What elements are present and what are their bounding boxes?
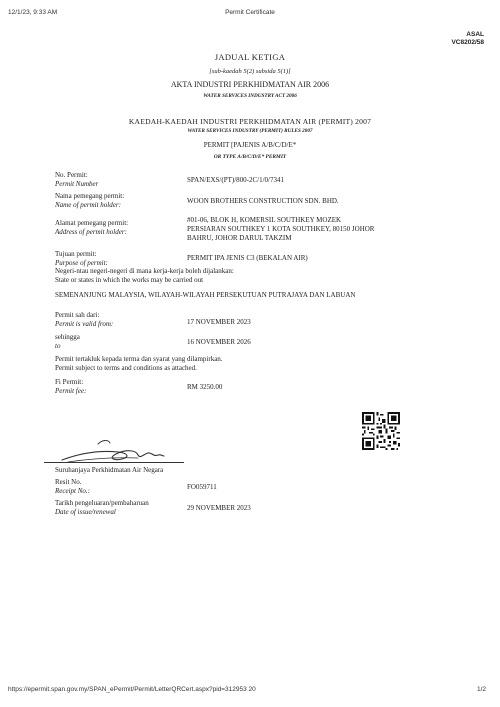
purpose-value: PERMIT IPA JENIS C3 (BEKALAN AIR) [187,254,308,262]
valid-from-label: Permit sah dari: Permit is valid from: [55,311,114,328]
page-url[interactable]: https://epermit.span.gov.my/SPAN_ePermit/Permit/LetterQRCert.aspx?pid=312953 20 [8,686,256,693]
qr-code-image [362,412,400,450]
rules-title-en: WATER SERVICES INDUSTRY (PERMIT) RULES 2007 [187,128,313,134]
signature-image [58,432,168,466]
print-datetime: 12/1/23, 9:33 AM [8,9,58,16]
valid-to-value: 16 NOVEMBER 2026 [187,338,251,346]
valid-from-value: 17 NOVEMBER 2023 [187,318,251,326]
page-number: 1/2 [476,686,486,693]
states-label: Negeri-ntau negeri-negeri di mana kerja-kerja boleh dijalankan: State or states in which the works may be carried out [55,267,234,284]
reference-code: VC8202/58 [451,39,484,46]
states-value: SEMENANJUNG MALAYSIA, WILAYAH-WILAYAH PERSEKUTUAN PUTRAJAYA DAN LABUAN [55,291,356,299]
issue-date-label: Tarikh pengeluaran/pembaharuan Date of issue/renewal [55,499,149,516]
receipt-label: Resit No. Receipt No.: [55,478,90,495]
receipt-value: FO059711 [187,483,217,491]
purpose-label: Tujuan permit: Purpose of permit: [55,250,108,267]
issue-date-value: 29 NOVEMBER 2023 [187,504,251,512]
permit-type-en: OR TYPE A/B/C/D/E* PERMIT [213,154,287,160]
signature-line [44,462,184,463]
valid-to-label: sehingga to [55,333,80,350]
signatory-label: Suruhanjaya Perkhidmatan Air Negara [55,466,164,474]
schedule-reference: [sub-kaedah 5(2) subsida 5(1)] [209,68,291,75]
corner-reference [451,31,484,47]
schedule-title: JADUAL KETIGA [214,52,286,62]
conditions-note: Permit tertakluk kepada terma dan syarat yang dilampirkan. Permit subject to terms and conditions as attached. [55,355,223,372]
act-title-ms: AKTA INDUSTRI PERKHIDMATAN AIR 2006 [170,80,330,89]
permit-number-value: SPAN/EXS/(PT)/800-2C/1/0/7341 [187,176,284,184]
holder-label: Nama pemegang permit: Name of permit holder: [55,192,125,209]
permit-type-ms: PERMIT [PAJENIS A/B/C/D/E* [203,141,297,149]
address-value: #01-06, BLOK H, KOMERSIL SOUTHKEY MOZEK PERSIARAN SOUTHKEY 1 KOTA SOUTHKEY, 80150 JOHOR BAHRU, JOHOR DARUL TAKZIM [187,216,375,242]
act-title-en: WATER SERVICES INDUSTRY ACT 2006 [203,93,297,99]
holder-value: WOON BROTHERS CONSTRUCTION SDN. BHD. [187,197,339,205]
page-title: Permit Certificate [225,9,275,16]
permit-number-label: No. Permit: Permit Number [55,171,99,188]
asal-label: ASAL [466,31,484,38]
fee-value: RM 3250.00 [187,383,223,391]
address-label: Alamat pemegang permit: Address of permit holder: [55,219,129,236]
rules-title-ms: KAEDAH-KAEDAH INDUSTRI PERKHIDMATAN AIR (PERMIT) 2007 [128,117,372,126]
fee-label: Fi Permit: Permit fee: [55,378,87,395]
